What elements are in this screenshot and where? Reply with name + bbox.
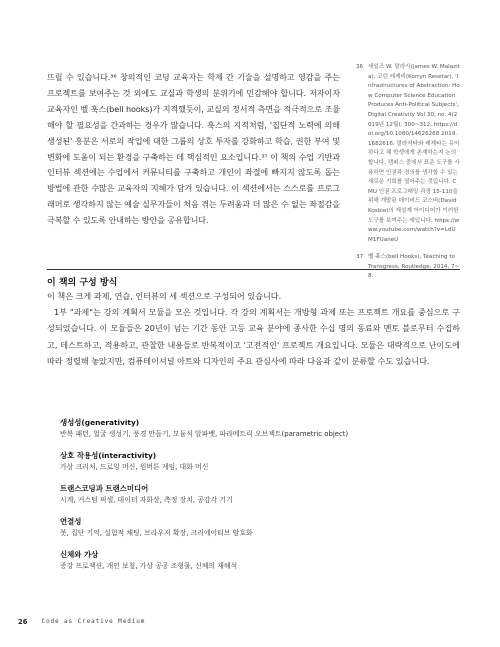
footnote (356, 63, 460, 245)
category-items: 시계, 커스텀 픽셀, 데이터 자화상, 측정 장치, 공감각 기기 (60, 496, 233, 504)
category-items: 반복 패턴, 얼굴 생성기, 풍경 만들기, 모듈식 알파벳, 파라메트릭 오브젝트(parametric object) (60, 430, 349, 438)
category-title: 연결성 (60, 517, 82, 526)
category-title: 생성성(generativity) (60, 418, 140, 427)
category-body-virtual (60, 549, 440, 572)
footnote-number: 36 (356, 64, 364, 70)
running-title: Code as Creative Medium (41, 618, 146, 625)
category-items: 봇, 집단 기억, 실험적 채팅, 브라우저 확장, 크리에이티브 암호화 (60, 529, 253, 537)
category-connectivity (60, 516, 440, 539)
category-items: 증강 프로젝션, 개인 보철, 가상 공공 조형물, 신체의 재해석 (60, 562, 238, 570)
category-list (60, 417, 440, 582)
section-intro-paragraph: 이 책은 크게 과제, 연습, 인터뷰의 세 섹션으로 구성되어 있습니다. (47, 291, 282, 301)
category-title: 트랜스코딩과 트랜스미디어 (60, 484, 149, 493)
footnote-number: 37 (356, 254, 364, 261)
section-heading: 이 책의 구성 방식 (47, 269, 460, 288)
section-paragraph: 1부 "과제"는 강의 계획서 모듈을 모은 것입니다. 각 강의 계획서는 개방형 과제 또는 프로젝트 개요를 중심으로 구성되었습니다. 이 모듈들은 20년이 넘는 기간 동안 고등 교육 분야에 종사한 수십 명의 동료와 멘토 블로무터 수집하고, 테스트하고, 적용하고, 관찰한 내용들로 반복적이고 '고전적인' 프로젝트 개요입니다. 모듈은 대략적으로 난이도에 따라 정렬해 놓았지만, 컴퓨테이셔널 아트와 디자인의 주요 관심사에 따라 다음과 같이 분류할 수도 있습니다. (47, 307, 460, 366)
footnote-text: 벨 훅스(bell Hooks), Teaching to Transgress, Routledge, 2014, 7~8. (368, 254, 460, 280)
category-interactivity (60, 450, 440, 473)
category-generativity (60, 417, 440, 440)
body-paragraph: 뜨릴 수 있습니다.³⁶ 창의적인 코딩 교육자는 학제 간 기술을 설명하고 영감을 주는 프로젝트를 보여주는 것 외에도 교실과 학생의 분위기에 민감해야 합니다. 저자이자 교육자인 벨 훅스(bell hooks)가 지적했듯이, 교실의 정서적 측면을 적극적으로 조율해야 할 필요성을 간과하는 경우가 많습니다. 훅스의 지적처럼, '집단적 노력에 의해 생성된' 흥분은 서로의 작업에 대한 그룹의 상호 투자를 강화하고 학습, 권한 부여 및 변화에 도움이 되는 환경을 구축하는 데 핵심적인 요소입니다.³⁷ 이 책의 수업 기반과 인터뷰 섹션에는 수업에서 커뮤니티를 구축하고 개인이 좌절에 빠지지 않도록 돕는 방법에 관한 수많은 교육자의 지혜가 담겨 있습니다. 이 섹션에서는 스스로를 프로그래머로 생각하지 않는 예술 실무자들이 처음 겪는 두려움과 더 많은 수 없는 좌절감을 극복할 수 있도록 안내하는 방안을 공유합니다. (47, 72, 340, 226)
category-title: 상호 작용성(interactivity) (60, 451, 157, 460)
page-number: 26 (18, 618, 28, 626)
section-body (47, 288, 460, 369)
category-items: 가상 크리처, 드로잉 머신, 원버튼 게임, 대화 머신 (60, 463, 209, 471)
category-transcoding (60, 483, 440, 506)
category-title: 신체와 가상 (60, 550, 99, 559)
footnote-text: 세일즈 W. 말라시(James W. Malazita), 코린 레제비(Korryn Resetar), 'Infrastructures of Abstraction: How Computer Science Education Produces Anti-Political Subjects', Digital Creativity Vol 30, no. 4(2019년 12월), 300~312, https://doi.org/10.1080/14626268.2019.1682616. 말라지타와 레제타는 유익하다고 해 학생에게 존재하는지 논의합니다. 캠퍼스 중에서 표준 도구를 사용하면 인권과 정의를 생각할 수 있는 새로운 기회를 열어주는 것입니다. CMU 인권 프로그래밍 과정 15-110을 위해 개발된 데이비드 코스비(David Kosbie)의 재설계 아이디어가 이러한 도구를 보여주는 예입니다. https://www.youtube.com/watch?v=LdUM1FUaneU (368, 64, 460, 243)
main-text-block (47, 70, 340, 229)
page-footer (18, 618, 145, 626)
sidenotes-column (356, 63, 460, 290)
